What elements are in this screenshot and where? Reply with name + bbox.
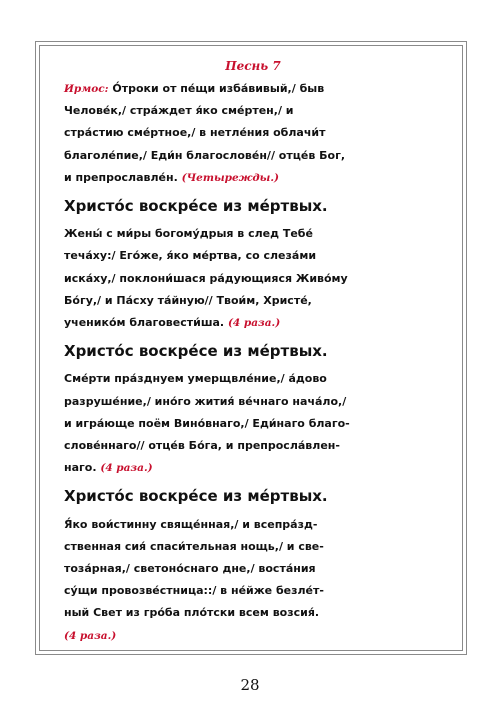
refrain: Христо́с воскре́се из ме́ртвых. xyxy=(64,487,328,506)
irmos-line: стра́стию сме́ртное,/ в нетле́ния облачи́т xyxy=(64,126,326,140)
troparion-line: тоза́рная,/ светоно́снаго дне,/ воста́ния xyxy=(64,562,316,576)
troparion-line: Я́ко вои́стинну свяще́нная,/ и всепра́зд- xyxy=(64,517,318,531)
troparion-line: Жены́ с ми́ры богому́дрыя в след Тебе́ xyxy=(64,227,313,241)
troparion-line: слове́ннаго// отце́в Бо́га, и препросла́влен- xyxy=(64,439,340,453)
troparion-line: су́щи провозве́стница::/ в не́йже безле́т- xyxy=(64,584,324,598)
irmos-line: и препрославле́н. xyxy=(64,170,178,184)
irmos-line: Челове́к,/ стра́ждет я́ко сме́ртен,/ и xyxy=(64,104,294,118)
irmos-line: О́троки от пе́щи изба́вивый,/ быв xyxy=(112,82,325,95)
troparion-line: ный Свет из гро́ба пло́тски всем возсия́. xyxy=(64,606,320,620)
troparion-line: разруше́ние,/ ино́го жития́ ве́чнаго нача́ло,/ xyxy=(64,394,347,408)
hymn-text xyxy=(64,56,442,653)
irmos xyxy=(64,78,442,189)
troparion-2 xyxy=(64,368,442,479)
troparion-line: Бо́гу,/ и Па́сху та́йную// Твои́м, Христе́, xyxy=(64,293,312,307)
repeat-note: (4 раза.) xyxy=(227,317,281,330)
page-number: 28 xyxy=(240,676,260,694)
troparion-line: теча́ху:/ Его́же, я́ко ме́ртва, со слеза́ми xyxy=(64,249,317,263)
irmos-line: благоле́пие,/ Еди́н благослове́н// отце́в Бог, xyxy=(64,148,345,162)
ode-heading: Песнь 7 xyxy=(225,59,281,73)
troparion-line: ственная сия́ спаси́тельная нощь,/ и све- xyxy=(64,539,324,553)
irmos-label: Ирмос: xyxy=(64,83,109,95)
repeat-note: (4 раза.) xyxy=(64,629,117,642)
troparion-line: и игра́юще поём Вино́внаго,/ Еди́наго благо- xyxy=(64,416,350,430)
troparion-line: наго. xyxy=(64,461,97,475)
irmos-note: (Четырежды.) xyxy=(181,171,279,184)
troparion-line: Сме́рти пра́зднуем умерщвле́ние,/ а́дово xyxy=(64,372,327,386)
troparion-line: иска́ху,/ поклони́шася ра́дующияся Живо́му xyxy=(64,271,348,285)
repeat-note: (4 раза.) xyxy=(100,462,153,475)
troparion-1 xyxy=(64,223,442,334)
refrain: Христо́с воскре́се из ме́ртвых. xyxy=(64,197,328,216)
refrain: Христо́с воскре́се из ме́ртвых. xyxy=(64,342,328,361)
troparion-line: ученико́м благовести́ша. xyxy=(64,316,225,330)
troparion-3 xyxy=(64,514,442,647)
